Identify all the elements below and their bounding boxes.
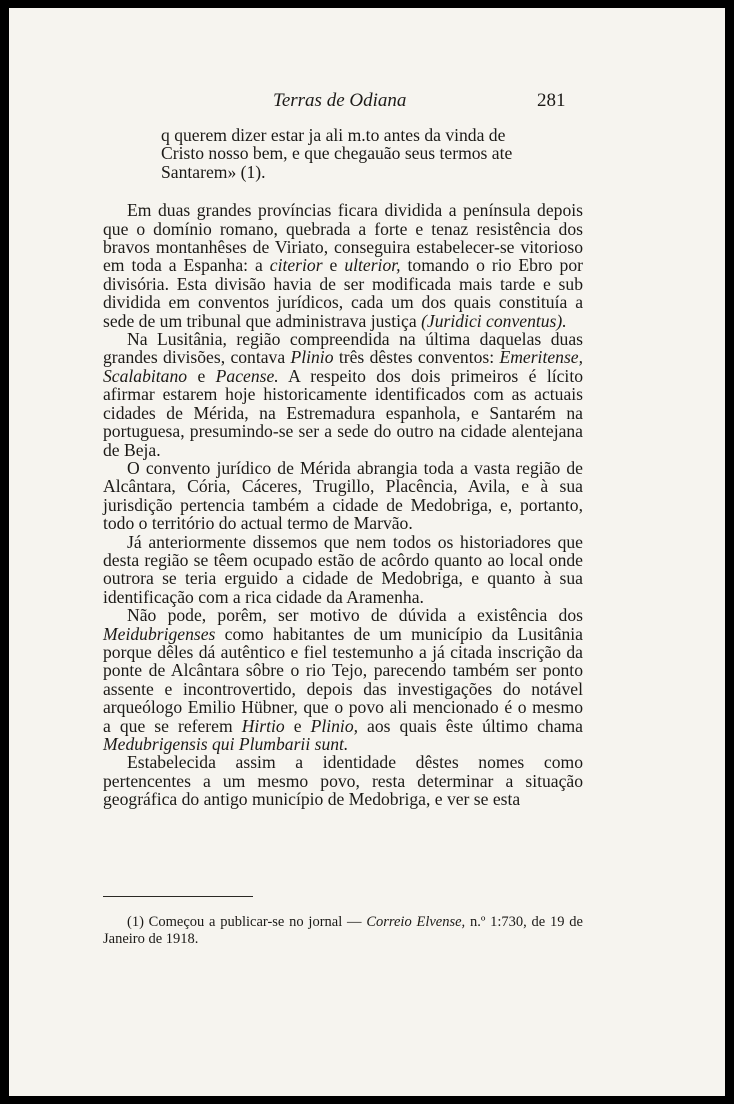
footnote [103, 914, 583, 947]
footnote-text: n.º 1:730, de 19 de Janeiro de 1918. [103, 914, 583, 947]
paragraph-text: e [284, 715, 311, 736]
paragraph-2 [103, 330, 583, 459]
paragraph-3: O convento jurídico de Mérida abrangia toda a vasta região de Alcântara, Cória, Cáceres, Trugillo, Placência, Avila, e à sua jurisdição pertencia também a cidade de Medobriga, e, portanto, todo o território do actual termo de Marvão. [103, 457, 583, 534]
paragraph-1 [103, 201, 583, 330]
italic-term: citerior [269, 255, 323, 276]
italic-term: Pacense. [215, 365, 279, 386]
italic-term: Correio Elvense, [366, 914, 466, 930]
paragraph-text: tomando o rio Ebro por divisória. Esta divisão havia de ser modificada mais tarde e sub dividida em conventos jurídicos, cada um dos quais constituía a sede de um tribunal que administrava justiça [103, 255, 583, 331]
paragraph-4: Já anteriormente dissemos que nem todos os historiadores que desta região se têem ocupado estão de acôrdo quanto ao local onde outrora se teria erguido a cidade de Medobriga, e quanto à sua identificação com a rica cidade da Aramenha. [103, 531, 583, 607]
body-text [103, 126, 583, 809]
italic-term: ulterior, [344, 255, 401, 276]
paragraph-text: aos quais êste último chama [358, 715, 583, 736]
running-title: Terras de Odiana [273, 90, 407, 111]
footnote-divider [103, 896, 253, 897]
paragraph-text: como habitantes de um município da Lusitânia porque dêles dá autêntico e fiel testemunho a já citada inscrição da ponte de Alcântara sôbre o rio Tejo, parecendo também ser ponto assente e incontrovertido, depois das investigações do notável arqueólogo Emilio Hübner, que o povo ali mencionado é o mesmo a que se referem [103, 623, 583, 736]
paragraph-text: Em duas grandes províncias ficara dividida a península depois que o domínio romano, quebrada a forte e tenaz resistência dos bravos montanhêses de Viriato, conseguira estabelecer-se vitorioso em toda a Espanha: a [103, 200, 583, 276]
page-number: 281 [537, 90, 566, 111]
quote-line: Santarem» (1). [161, 161, 266, 182]
paragraph-text: e [187, 365, 216, 386]
italic-term: Plinio, [310, 715, 359, 736]
paragraph-5 [103, 606, 583, 753]
quote-block [161, 126, 583, 181]
footnote-text: (1) Começou a publicar-se no jornal — [127, 914, 367, 930]
paragraph-text: e [322, 255, 345, 276]
quote-line: q querem dizer estar ja ali m.to antes da vinda de [161, 125, 506, 145]
document-page [9, 8, 725, 1096]
page-header [9, 90, 725, 114]
italic-term: Plinio [290, 347, 334, 368]
italic-term: (Juridici conventus). [421, 310, 567, 331]
italic-term: Emeritense, Scalabitano [103, 347, 583, 386]
paragraph-text: Na Lusitânia, região compreendida na última daquelas duas grandes divisões, contava [103, 329, 583, 368]
paragraph-6: Estabelecida assim a identidade dêstes nomes como pertencentes a um mesmo povo, resta determinar a situação geográfica do antigo município de Medobriga, e ver se esta [103, 752, 583, 810]
paragraph-text: Não pode, porêm, ser motivo de dúvida a existência dos [127, 605, 583, 626]
italic-term: Medubrigensis qui Plumbarii sunt. [103, 734, 349, 754]
italic-term: Meidubrigenses [103, 623, 216, 644]
paragraph-text: A respeito dos dois primeiros é lícito afirmar estarem hoje historicamente identificados com as actuais cidades de Mérida, na Estremadura espanhola, e Santarém na portuguesa, presumindo-se ser a sede do outro na cidade alentejana de Beja. [103, 365, 583, 460]
paragraph-text: três dêstes conventos: [333, 347, 500, 368]
quote-line: Cristo nosso bem, e que chegauão seus termos ate [161, 143, 513, 164]
italic-term: Hirtio [241, 715, 285, 736]
